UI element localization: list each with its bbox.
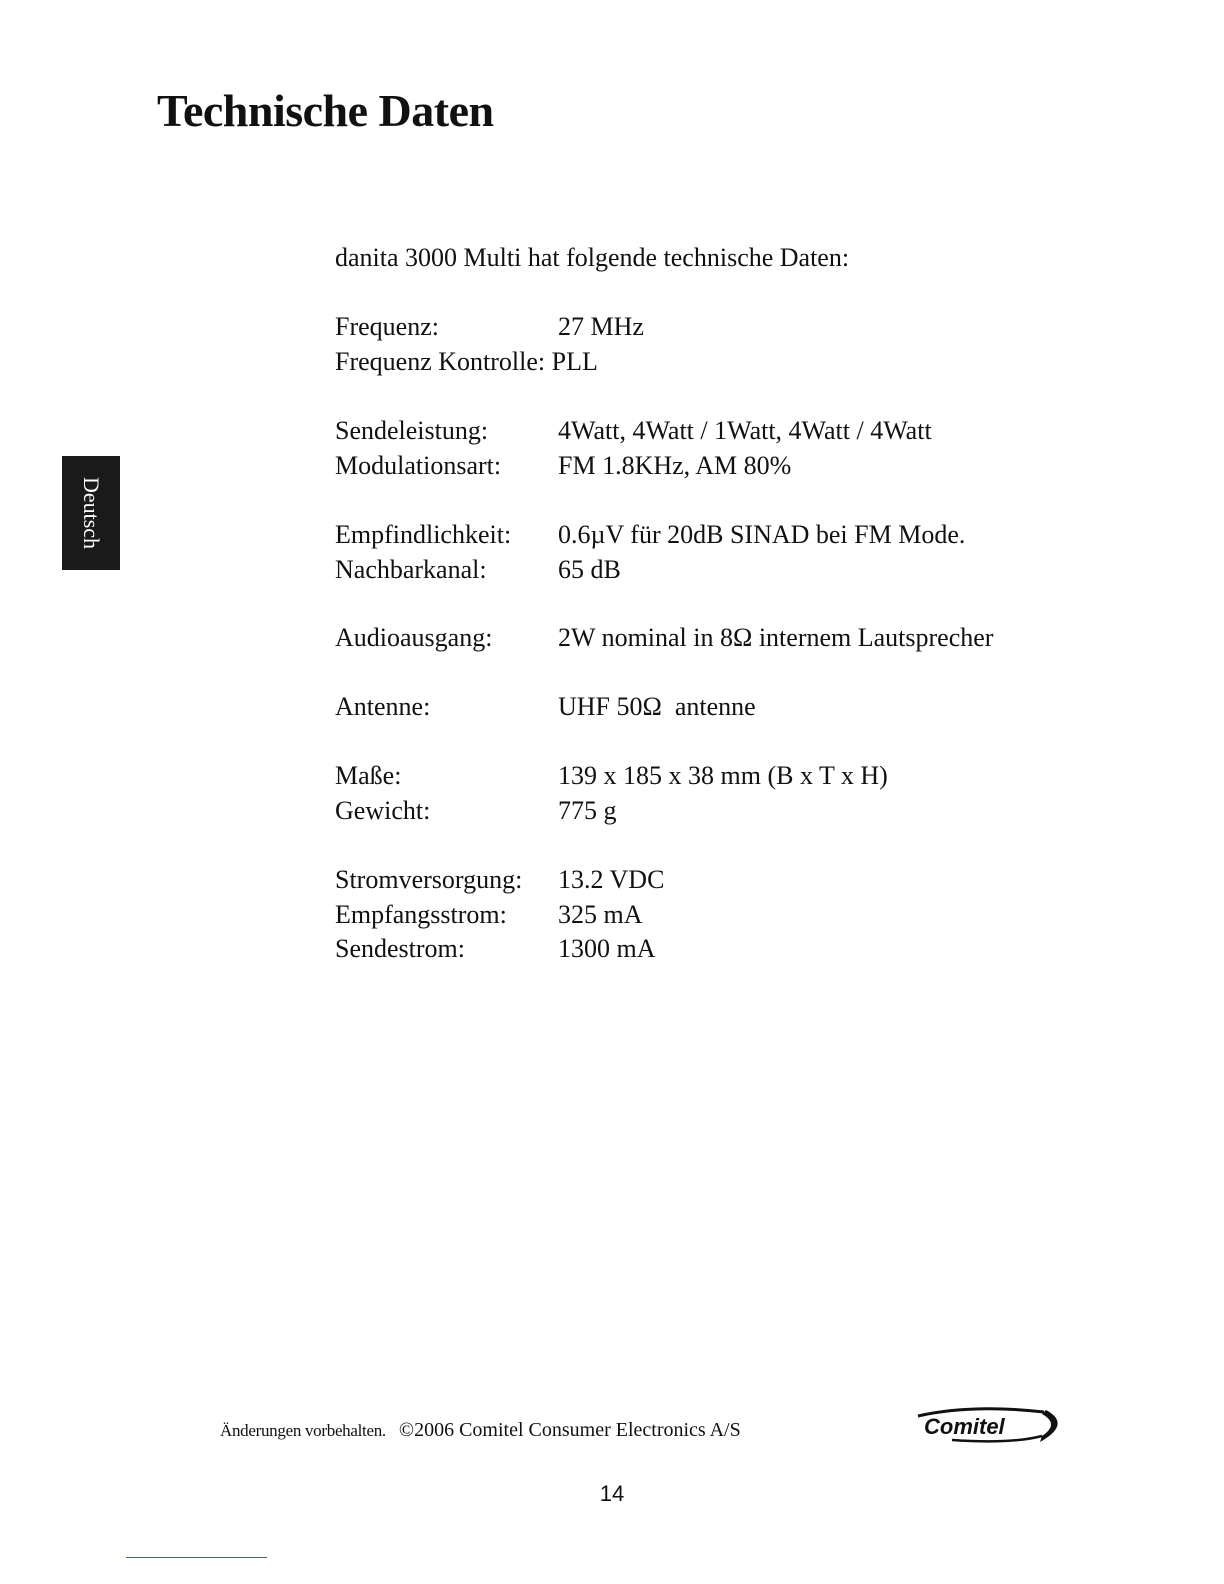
spec-label: Modulationsart:	[335, 450, 502, 480]
spec-group-power	[335, 863, 1095, 967]
spec-label: Frequenz Kontrolle:	[335, 346, 546, 376]
spec-row-weight	[335, 794, 1095, 829]
spec-value: 13.2 VDC	[558, 865, 665, 894]
spec-value: 27 MHz	[558, 312, 644, 341]
spec-value: 1300 mA	[558, 934, 656, 963]
language-tab	[62, 456, 120, 570]
spec-label: Sendeleistung:	[335, 416, 489, 445]
page-number: 14	[599, 1481, 625, 1506]
spec-value: 65 dB	[558, 554, 621, 584]
logo-arc	[1040, 1410, 1058, 1442]
spec-label: Empfindlichkeit:	[335, 520, 512, 549]
spec-row-antenna	[335, 690, 1095, 725]
footer-copyright: ©2006 Comitel Consumer Electronics A/S	[398, 1419, 741, 1441]
spec-group-transmit	[335, 414, 1095, 483]
spec-label: Empfangsstrom:	[335, 899, 507, 929]
spec-row-adjacent-channel	[335, 553, 1095, 588]
spec-value: 2W nominal in 8Ω internem Lautsprecher	[558, 623, 994, 652]
spec-label: Antenne:	[335, 692, 431, 721]
spec-row-frequency	[335, 310, 1095, 345]
comitel-logo	[912, 1402, 1072, 1446]
spec-value: PLL	[551, 346, 598, 376]
spec-label: Nachbarkanal:	[335, 554, 487, 584]
language-tab-label: Deutsch	[79, 476, 104, 550]
spec-value: 0.6µV für 20dB SINAD bei FM Mode.	[558, 520, 966, 549]
spec-row-transmit-current	[335, 932, 1095, 967]
bottom-rule	[126, 1557, 267, 1558]
spec-value: UHF 50Ω antenne	[558, 692, 756, 721]
spec-row-modulation	[335, 449, 1095, 484]
spec-group-frequency	[335, 310, 1095, 379]
spec-value: 4Watt, 4Watt / 1Watt, 4Watt / 4Watt	[558, 416, 932, 445]
spec-label: Sendestrom:	[335, 934, 465, 963]
spec-label: Audioausgang:	[335, 623, 493, 652]
logo-text: Comitel	[924, 1414, 1005, 1439]
spec-row-audio-output	[335, 621, 1095, 656]
spec-group-receiver	[335, 518, 1095, 587]
spec-value: 325 mA	[558, 899, 643, 929]
page-title: Technische Daten	[157, 85, 494, 136]
spec-row-receive-current	[335, 898, 1095, 933]
spec-group-audio	[335, 621, 1095, 656]
spec-row-transmit-power	[335, 414, 1095, 449]
spec-label: Stromversorgung:	[335, 865, 523, 894]
spec-group-antenna	[335, 690, 1095, 725]
spec-row-frequency-control	[335, 345, 1095, 380]
footer-note: Änderungen vorbehalten.	[220, 1421, 386, 1440]
spec-group-physical	[335, 759, 1095, 828]
spec-value: FM 1.8KHz, AM 80%	[558, 450, 792, 480]
intro-text: danita 3000 Multi hat folgende technische Daten:	[335, 243, 850, 272]
spec-label: Maße:	[335, 761, 402, 790]
footer	[220, 1416, 741, 1445]
spec-row-sensitivity	[335, 518, 1095, 553]
spec-label: Frequenz:	[335, 312, 439, 341]
spec-value: 775 g	[558, 795, 617, 825]
spec-row-power-supply	[335, 863, 1095, 898]
spec-row-dimensions	[335, 759, 1095, 794]
spec-value: 139 x 185 x 38 mm (B x T x H)	[558, 761, 888, 790]
spec-label: Gewicht:	[335, 795, 431, 825]
